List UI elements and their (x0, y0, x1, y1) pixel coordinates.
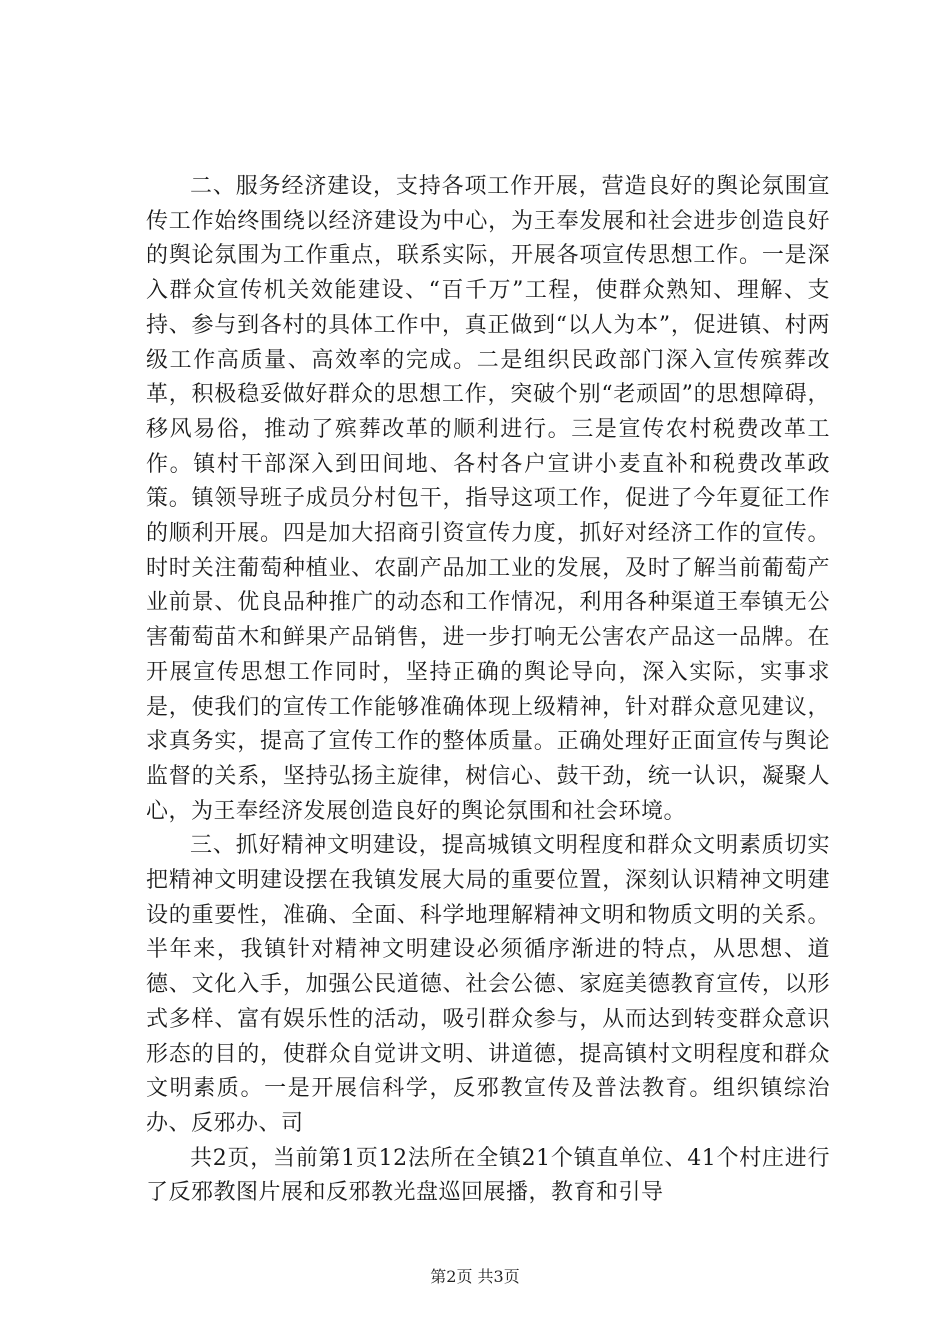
paragraph-economic-construction: 二、服务经济建设，支持各项工作开展，营造良好的舆论氛围宣传工作始终围绕以经济建设为中心，为王奉发展和社会进步创造良好的舆论氛围为工作重点，联系实际，开展各项宣传思想工作。一是深入群众宣传机关效能建设、“百千万”工程，使群众熟知、理解、支持、参与到各村的具体工作中，真正做到“以人为本”，促进镇、村两级工作高质量、高效率的完成。二是组织民政部门深入宣传殡葬改革，积极稳妥做好群众的思想工作，突破个别“老顽固”的思想障碍，移风易俗，推动了殡葬改革的顺利进行。三是宣传农村税费改革工作。镇村干部深入到田间地、各村各户宣讲小麦直补和税费改革政策。镇领导班子成员分村包干，指导这项工作，促进了今年夏征工作的顺利开展。四是加大招商引资宣传力度，抓好对经济工作的宣传。时时关注葡萄种植业、农副产品加工业的发展，及时了解当前葡萄产业前景、优良品种推广的动态和工作情况，利用各种渠道王奉镇无公害葡萄苗木和鲜果产品销售，进一步打响无公害农产品这一品牌。在开展宣传思想工作同时，坚持正确的舆论导向，深入实际，实事求是，使我们的宣传工作能够准确体现上级精神，针对群众意见建议，求真务实，提高了宣传工作的整体质量。正确处理好正面宣传与舆论监督的关系，坚持弘扬主旋律，树信心、鼓干劲，统一认识，凝聚人心，为王奉经济发展创造良好的舆论氛围和社会环境。 (146, 174, 830, 824)
page-footer: 第2页 共3页 (430, 1267, 520, 1286)
paragraph-continuation: 共2页，当前第1页12法所在全镇21个镇直单位、41个村庄进行了反邪教图片展和反邪教光盘巡回展播，教育和引导 (146, 1145, 830, 1206)
document-body (146, 170, 830, 1211)
paragraph-spiritual-civilization: 三、抓好精神文明建设，提高城镇文明程度和群众文明素质切实把精神文明建设摆在我镇发展大局的重要位置，深刻认识精神文明建设的重要性，准确、全面、科学地理解精神文明和物质文明的关系。半年来，我镇针对精神文明建设必须循序渐进的特点，从思想、道德、文化入手，加强公民道德、社会公德、家庭美德教育宣传，以形式多样、富有娱乐性的活动，吸引群众参与，从而达到转变群众意识形态的目的，使群众自觉讲文明、讲道德，提高镇村文明程度和群众文明素质。一是开展信科学，反邪教宣传及普法教育。组织镇综治办、反邪办、司 (146, 833, 830, 1136)
